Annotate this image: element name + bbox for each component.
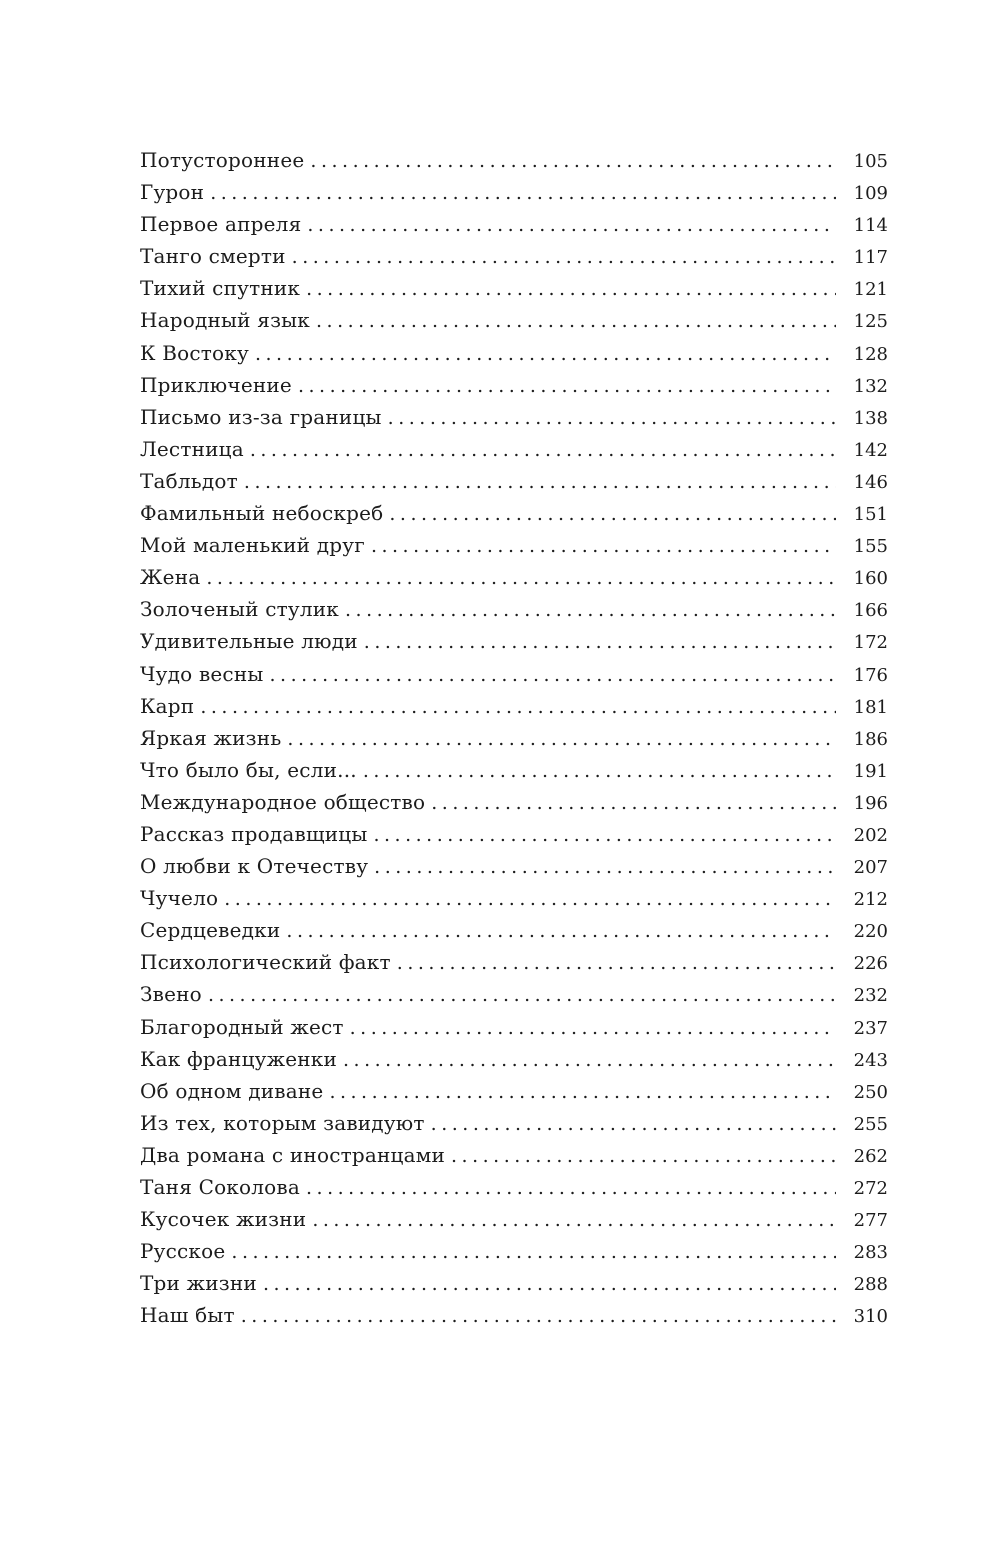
entry-page: 196 xyxy=(853,792,888,814)
toc-entry xyxy=(140,1175,888,1207)
entry-page: 105 xyxy=(853,151,888,172)
entry-title: Жена xyxy=(140,565,201,590)
entry-page: 207 xyxy=(853,857,888,879)
entry-page: 125 xyxy=(853,311,888,333)
dot-leader xyxy=(292,244,836,268)
dot-leader xyxy=(389,501,836,525)
toc-entry xyxy=(140,501,888,533)
entry-title: Наш быт xyxy=(140,1303,235,1328)
toc-entry xyxy=(140,629,888,661)
entry-page: 160 xyxy=(853,568,888,590)
entry-page: 288 xyxy=(853,1274,888,1296)
dot-leader xyxy=(269,662,836,686)
entry-title: Психологический факт xyxy=(140,950,391,975)
entry-title: Чучело xyxy=(140,886,219,911)
toc-entry xyxy=(140,950,888,982)
entry-page: 191 xyxy=(853,760,888,782)
entry-title: Об одном диване xyxy=(140,1078,324,1103)
toc-entry xyxy=(140,597,888,629)
dot-leader xyxy=(451,1143,836,1167)
entry-page: 181 xyxy=(853,696,888,718)
entry-page: 109 xyxy=(853,183,888,205)
entry-page: 117 xyxy=(853,247,888,269)
dot-leader xyxy=(350,1015,836,1039)
entry-title: Из тех, которым завидуют xyxy=(140,1110,425,1135)
table-of-contents xyxy=(140,148,888,1335)
entry-title: Карп xyxy=(140,693,195,718)
dot-leader xyxy=(287,726,836,750)
entry-title: Гурон xyxy=(140,180,205,205)
toc-entry xyxy=(140,854,888,886)
entry-page: 272 xyxy=(853,1178,888,1199)
toc-entry xyxy=(140,982,888,1014)
dot-leader xyxy=(312,1207,836,1231)
toc-entry xyxy=(140,308,888,340)
dot-leader xyxy=(431,1111,836,1135)
dot-leader xyxy=(250,437,836,461)
toc-entry xyxy=(140,1015,888,1047)
toc-entry xyxy=(140,758,888,790)
entry-title: Народный язык xyxy=(140,308,311,333)
toc-entry xyxy=(140,244,888,276)
toc-entry xyxy=(140,822,888,854)
dot-leader xyxy=(343,1047,836,1071)
toc-entry xyxy=(140,180,888,212)
entry-title: Три жизни xyxy=(140,1271,257,1296)
entry-page: 121 xyxy=(853,279,888,301)
entry-page: 186 xyxy=(853,728,888,750)
entry-page: 132 xyxy=(853,375,888,397)
entry-page: 151 xyxy=(853,504,888,526)
dot-leader xyxy=(208,982,836,1006)
toc-entry xyxy=(140,1239,888,1271)
toc-entry xyxy=(140,1207,888,1239)
dot-leader xyxy=(307,212,836,236)
entry-page: 202 xyxy=(853,824,888,846)
toc-entry xyxy=(140,1143,888,1175)
toc-entry xyxy=(140,148,888,180)
dot-leader xyxy=(306,276,836,300)
entry-title: Рассказ продавщицы xyxy=(140,821,368,846)
entry-title: Лестница xyxy=(140,436,244,461)
entry-page: 212 xyxy=(853,889,888,911)
toc-entry xyxy=(140,533,888,565)
entry-page: 146 xyxy=(853,471,888,493)
entry-title: Сердцеведки xyxy=(140,918,281,943)
entry-title: Письмо из-за границы xyxy=(140,404,382,429)
entry-page: 237 xyxy=(853,1017,888,1039)
entry-title: Международное общество xyxy=(140,789,426,814)
entry-title: Кусочек жизни xyxy=(140,1207,307,1232)
dot-leader xyxy=(371,533,836,557)
dot-leader xyxy=(200,694,836,718)
dot-leader xyxy=(388,405,836,429)
entry-title: Табльдот xyxy=(140,468,238,493)
entry-title: Золоченый стулик xyxy=(140,597,340,622)
entry-page: 176 xyxy=(853,664,888,686)
toc-entry xyxy=(140,405,888,437)
toc-entry xyxy=(140,212,888,244)
entry-title: Тихий спутник xyxy=(140,276,301,301)
entry-page: 255 xyxy=(853,1113,888,1135)
entry-page: 128 xyxy=(853,343,888,365)
dot-leader xyxy=(298,373,836,397)
entry-title: Два романа с иностранцами xyxy=(140,1142,445,1167)
entry-title: Приключение xyxy=(140,372,292,397)
dot-leader xyxy=(363,758,836,782)
dot-leader xyxy=(231,1239,836,1263)
toc-entry xyxy=(140,565,888,597)
dot-leader xyxy=(206,565,836,589)
toc-entry xyxy=(140,726,888,758)
entry-page: 142 xyxy=(853,439,888,461)
toc-entry xyxy=(140,373,888,405)
dot-leader xyxy=(306,1175,836,1199)
toc-entry xyxy=(140,918,888,950)
dot-leader xyxy=(244,469,836,493)
entry-page: 226 xyxy=(853,953,888,975)
entry-title: Как француженки xyxy=(140,1046,337,1071)
toc-entry xyxy=(140,276,888,308)
entry-title: О любви к Отечеству xyxy=(140,854,369,879)
dot-leader xyxy=(374,854,836,878)
dot-leader xyxy=(210,180,836,204)
dot-leader xyxy=(364,629,836,653)
entry-page: 243 xyxy=(853,1049,888,1071)
toc-entry xyxy=(140,694,888,726)
toc-entry xyxy=(140,469,888,501)
dot-leader xyxy=(316,308,836,332)
entry-title: Благородный жест xyxy=(140,1014,344,1039)
dot-leader xyxy=(255,341,836,365)
dot-leader xyxy=(263,1271,836,1295)
toc-entry xyxy=(140,1111,888,1143)
dot-leader xyxy=(373,822,836,846)
entry-page: 138 xyxy=(853,407,888,429)
toc-entry xyxy=(140,1303,888,1335)
toc-entry xyxy=(140,886,888,918)
entry-title: Звено xyxy=(140,982,202,1007)
entry-title: Чудо весны xyxy=(140,661,264,686)
dot-leader xyxy=(397,950,836,974)
entry-page: 114 xyxy=(853,215,888,237)
toc-entry xyxy=(140,1047,888,1079)
toc-entry xyxy=(140,1271,888,1303)
entry-title: Что было бы, если... xyxy=(140,757,357,782)
entry-page: 277 xyxy=(853,1210,888,1232)
toc-entry xyxy=(140,437,888,469)
entry-title: Первое апреля xyxy=(140,212,302,237)
entry-page: 283 xyxy=(853,1242,888,1264)
toc-entry xyxy=(140,1079,888,1111)
entry-title: Русское xyxy=(140,1239,226,1264)
dot-leader xyxy=(310,148,836,172)
entry-title: Яркая жизнь xyxy=(140,725,282,750)
toc-entry xyxy=(140,790,888,822)
dot-leader xyxy=(224,886,836,910)
entry-page: 310 xyxy=(853,1306,888,1328)
entry-page: 262 xyxy=(853,1145,888,1167)
toc-entry xyxy=(140,662,888,694)
entry-title: Танго смерти xyxy=(140,244,286,269)
entry-page: 155 xyxy=(853,536,888,558)
toc-entry xyxy=(140,341,888,373)
entry-page: 232 xyxy=(853,985,888,1007)
toc-list xyxy=(140,148,888,1335)
entry-page: 220 xyxy=(853,921,888,943)
entry-title: К Востоку xyxy=(140,340,249,365)
dot-leader xyxy=(329,1079,836,1103)
entry-page: 250 xyxy=(853,1081,888,1103)
entry-page: 172 xyxy=(853,632,888,654)
dot-leader xyxy=(345,597,836,621)
dot-leader xyxy=(431,790,836,814)
entry-title: Фамильный небоскреб xyxy=(140,501,384,526)
entry-page: 166 xyxy=(853,600,888,622)
dot-leader xyxy=(241,1303,836,1327)
entry-title: Мой маленький друг xyxy=(140,533,365,558)
entry-title: Потустороннее xyxy=(140,148,305,172)
dot-leader xyxy=(286,918,836,942)
entry-title: Таня Соколова xyxy=(140,1175,300,1199)
entry-title: Удивительные люди xyxy=(140,629,358,654)
